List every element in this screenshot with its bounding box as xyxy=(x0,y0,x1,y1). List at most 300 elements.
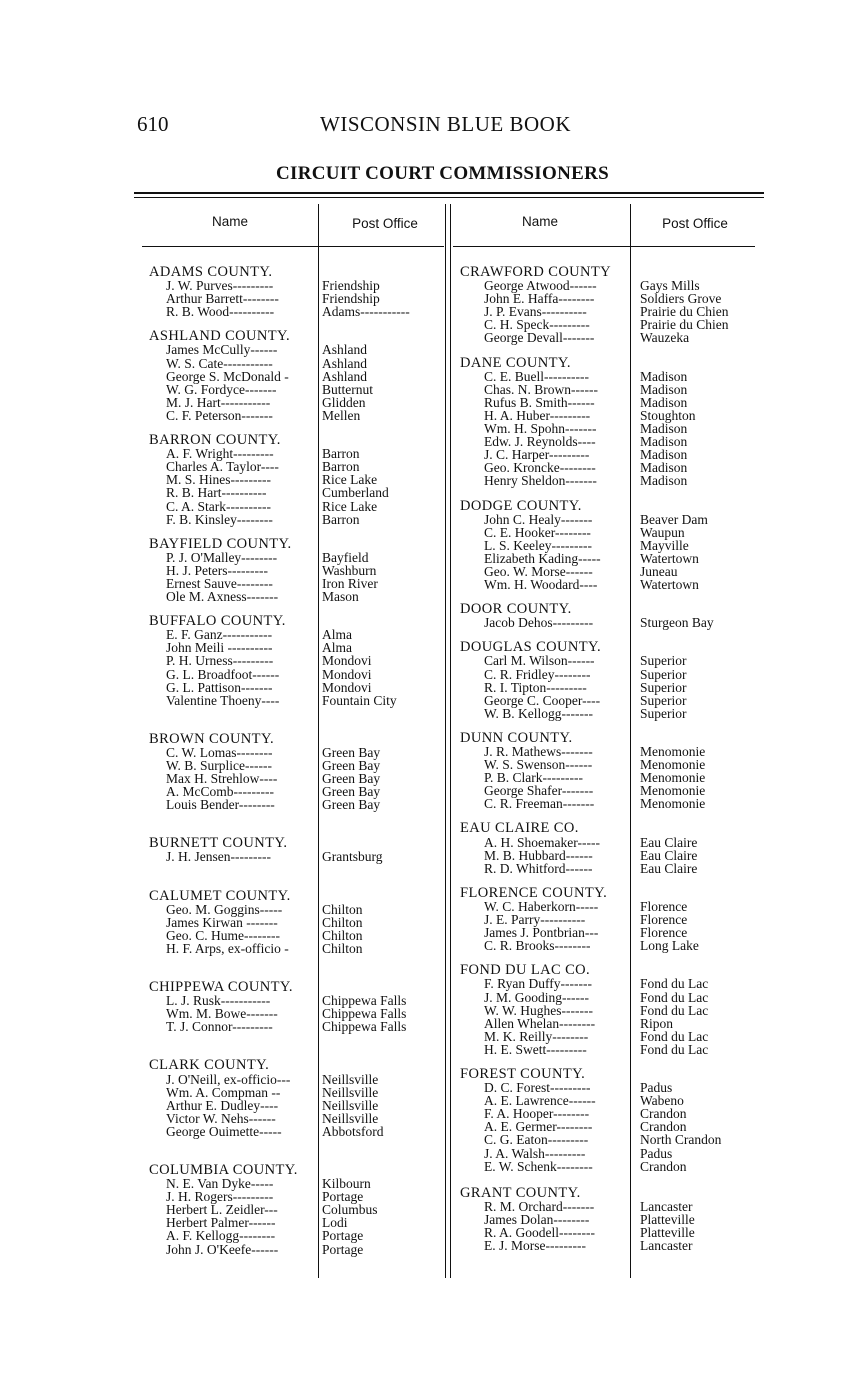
commissioner-name: C. H. Speck--------- xyxy=(484,317,590,333)
commissioner-name: E. F. Ganz----------- xyxy=(166,627,273,643)
post-office: Beaver Dam xyxy=(640,511,708,527)
commissioner-name: L. S. Keeley--------- xyxy=(484,537,592,553)
post-office: Portage xyxy=(322,1189,364,1205)
commissioner-name: J. E. Parry---------- xyxy=(484,912,586,928)
commissioner-name: Allen Whelan-------- xyxy=(484,1015,596,1031)
post-office: Menomonie xyxy=(640,770,706,786)
commissioner-name: F. Ryan Duffy------- xyxy=(484,976,592,992)
post-office: Portage xyxy=(322,1241,364,1257)
post-office: Mondovi xyxy=(322,653,372,669)
post-office: Menomonie xyxy=(640,796,706,812)
post-office: Fond du Lac xyxy=(640,989,709,1005)
post-office: Platteville xyxy=(640,1225,695,1240)
commissioner-row xyxy=(142,798,444,811)
post-office: Rice Lake xyxy=(322,498,378,514)
commissioner-name: E. J. Morse--------- xyxy=(484,1238,586,1254)
post-office: Waupun xyxy=(640,524,685,540)
post-office: Madison xyxy=(640,447,688,463)
commissioner-row xyxy=(142,681,444,694)
post-office: Wabeno xyxy=(640,1093,684,1109)
commissioner-name: C. F. Peterson------- xyxy=(166,407,273,423)
commissioner-row xyxy=(142,357,444,370)
post-office: Adams----------- xyxy=(322,304,410,320)
commissioner-name: Henry Sheldon------- xyxy=(484,473,597,489)
commissioner-name: T. J. Connor--------- xyxy=(166,1019,273,1035)
post-office: Madison xyxy=(640,381,688,397)
commissioner-row xyxy=(142,396,444,409)
post-office: Portage xyxy=(322,1228,364,1244)
commissioner-name: George Devall------- xyxy=(484,330,595,346)
commissioner-name: G. L. Pattison------- xyxy=(166,679,273,695)
commissioner-name: W. B. Surplice------ xyxy=(166,758,272,773)
commissioner-name: Ernest Sauve-------- xyxy=(166,575,273,591)
commissioner-name: Chas. N. Brown------ xyxy=(484,381,598,397)
commissioner-row xyxy=(460,513,758,526)
county-heading: BURNETT COUNTY. xyxy=(149,835,288,852)
commissioner-row xyxy=(142,590,444,603)
post-office: Padus xyxy=(640,1080,673,1096)
commissioner-name: James McCully------ xyxy=(166,342,278,358)
commissioner-row xyxy=(460,862,758,875)
commissioner-row xyxy=(142,1020,444,1033)
post-office: Superior xyxy=(640,653,687,669)
commissioner-name: R. B. Hart---------- xyxy=(166,485,267,501)
commissioner-name: Geo. M. Goggins----- xyxy=(166,901,283,917)
commissioner-row xyxy=(142,513,444,526)
commissioner-name: Louis Bender-------- xyxy=(166,797,275,813)
post-office: Chilton xyxy=(322,914,363,930)
commissioner-name: Geo. C. Hume-------- xyxy=(166,927,280,943)
county-heading: CRAWFORD COUNTY xyxy=(460,264,612,280)
commissioner-row xyxy=(460,539,758,552)
post-office: Florence xyxy=(640,925,688,941)
commissioner-name: P. J. O'Malley-------- xyxy=(166,549,278,565)
commissioner-name: C. G. Eaton--------- xyxy=(484,1132,589,1148)
commissioner-name: M. J. Hart----------- xyxy=(166,394,271,410)
commissioner-name: Wm. M. Bowe------- xyxy=(166,1006,278,1022)
commissioner-row xyxy=(460,383,758,396)
commissioner-name: C. R. Brooks-------- xyxy=(484,938,591,954)
commissioner-name: A. F. Wright--------- xyxy=(166,446,274,462)
commissioner-name: C. E. Buell---------- xyxy=(484,368,589,384)
commissioner-row xyxy=(460,1017,758,1030)
post-office: Ashland xyxy=(322,355,367,371)
commissioner-name: W. S. Swenson------ xyxy=(484,757,593,773)
commissioner-name: N. E. Van Dyke----- xyxy=(166,1176,274,1192)
commissioner-row xyxy=(142,1229,444,1242)
header-post-office-left: Post Office xyxy=(352,216,418,231)
post-office: Lancaster xyxy=(640,1238,693,1254)
post-office: Barron xyxy=(322,446,360,462)
commissioner-row xyxy=(142,1073,444,1086)
commissioner-name: Herbert Palmer------ xyxy=(166,1215,276,1231)
county-heading: DUNN COUNTY. xyxy=(460,729,573,746)
commissioner-name: Carl M. Wilson------ xyxy=(484,653,595,669)
commissioner-name: J. R. Mathews------- xyxy=(484,744,593,759)
commissioner-name: A. F. Kellogg-------- xyxy=(166,1228,276,1244)
commissioner-row xyxy=(460,707,758,720)
post-office: Juneau xyxy=(640,563,678,579)
county-heading: ADAMS COUNTY. xyxy=(149,264,273,280)
post-office: Bayfield xyxy=(322,549,369,565)
commissioner-name: George Ouimette----- xyxy=(166,1123,282,1139)
post-office: Rice Lake xyxy=(322,472,378,488)
post-office: Madison xyxy=(640,368,688,384)
post-office: Padus xyxy=(640,1145,673,1161)
commissioner-name: Elizabeth Kading----- xyxy=(484,550,601,566)
commissioner-row xyxy=(460,681,758,694)
post-office: Green Bay xyxy=(322,744,381,760)
column-divider-center-b xyxy=(450,204,451,1278)
commissioner-name: George Atwood------ xyxy=(484,278,597,294)
post-office: Ripon xyxy=(640,1015,674,1031)
county-heading: DOUGLAS COUNTY. xyxy=(460,639,602,656)
post-office: Alma xyxy=(322,640,352,656)
commissioner-name: C. W. Lomas-------- xyxy=(166,744,273,760)
post-office: Chilton xyxy=(322,901,363,917)
post-office: Columbus xyxy=(322,1202,378,1218)
commissioner-name: George Shafer------- xyxy=(484,783,594,799)
commissioner-name: Arthur Barrett-------- xyxy=(166,291,279,307)
commissioner-name: L. J. Rusk----------- xyxy=(166,993,271,1009)
post-office: Lancaster xyxy=(640,1198,693,1214)
commissioner-row xyxy=(460,797,758,810)
post-office: Menomonie xyxy=(640,744,706,759)
county-heading: BROWN COUNTY. xyxy=(149,730,274,747)
commissioner-row xyxy=(142,500,444,513)
commissioner-name: Herbert L. Zeidler--- xyxy=(166,1202,278,1218)
county-heading: DOOR COUNTY. xyxy=(460,601,572,618)
commissioner-row xyxy=(460,836,758,849)
post-office: Sturgeon Bay xyxy=(640,615,714,631)
commissioner-row xyxy=(460,1200,758,1213)
post-office: Menomonie xyxy=(640,783,706,799)
county-heading: EAU CLAIRE CO. xyxy=(460,820,579,837)
post-office: Green Bay xyxy=(322,784,381,800)
commissioner-name: J. C. Harper--------- xyxy=(484,447,590,463)
commissioner-row xyxy=(142,305,444,318)
county-heading: FOREST COUNTY. xyxy=(460,1065,586,1082)
commissioner-name: John E. Haffa-------- xyxy=(484,291,595,307)
commissioner-name: R. M. Orchard------- xyxy=(484,1198,595,1214)
commissioner-row xyxy=(142,370,444,383)
post-office: Alma xyxy=(322,627,352,643)
commissioner-name: P. B. Clark--------- xyxy=(484,770,583,786)
commissioner-row xyxy=(460,654,758,667)
commissioner-name: John Meili ---------- xyxy=(166,640,273,656)
post-office: Green Bay xyxy=(322,758,381,773)
commissioner-name: Rufus B. Smith------ xyxy=(484,394,595,410)
commissioner-row xyxy=(142,916,444,929)
commissioner-name: M. K. Reilly-------- xyxy=(484,1028,589,1044)
commissioner-name: Wm. H. Spohn------- xyxy=(484,421,597,437)
county-heading: BUFFALO COUNTY. xyxy=(149,613,286,630)
commissioner-row xyxy=(142,654,444,667)
commissioner-name: H. F. Arps, ex-officio - xyxy=(166,940,289,956)
post-office: Butternut xyxy=(322,381,373,397)
post-office: Chippewa Falls xyxy=(322,993,407,1009)
commissioner-name: D. C. Forest--------- xyxy=(484,1080,591,1096)
post-office: Florence xyxy=(640,898,688,914)
post-office: Fond du Lac xyxy=(640,1002,709,1018)
commissioner-name: Edw. J. Reynolds---- xyxy=(484,434,596,450)
county-heading: FOND DU LAC CO. xyxy=(460,962,591,979)
post-office: Chippewa Falls xyxy=(322,1006,407,1022)
commissioner-name: J. A. Walsh--------- xyxy=(484,1145,586,1161)
post-office: Platteville xyxy=(640,1211,695,1227)
post-office: Superior xyxy=(640,666,687,682)
post-office: Neillsville xyxy=(322,1084,379,1100)
post-office: Crandon xyxy=(640,1106,687,1122)
post-office: Ashland xyxy=(322,368,367,384)
commissioner-name: Max H. Strehlow---- xyxy=(166,771,278,787)
post-office: Prairie du Chien xyxy=(640,317,729,333)
commissioner-row xyxy=(460,552,758,565)
commissioner-name: A. E. Lawrence------ xyxy=(484,1093,596,1109)
post-office: Gays Mills xyxy=(640,278,700,294)
top-double-rule-1 xyxy=(134,192,764,194)
post-office: Mason xyxy=(322,589,359,605)
commissioner-row xyxy=(460,977,758,990)
left-column xyxy=(142,266,444,1256)
commissioner-row xyxy=(142,942,444,955)
commissioner-name: A. H. Shoemaker----- xyxy=(484,834,600,850)
commissioner-row xyxy=(460,1147,758,1160)
post-office: Neillsville xyxy=(322,1071,379,1087)
commissioner-name: R. B. Wood---------- xyxy=(166,304,275,320)
post-office: Iron River xyxy=(322,575,378,591)
county-heading: CLARK COUNTY. xyxy=(149,1057,270,1074)
commissioner-name: W. B. Kellogg------- xyxy=(484,705,593,721)
commissioner-row xyxy=(142,551,444,564)
post-office: Friendship xyxy=(322,291,380,307)
commissioner-row xyxy=(142,1112,444,1125)
post-office: Madison xyxy=(640,434,688,450)
header-post-office-right: Post Office xyxy=(662,216,728,231)
post-office: Watertown xyxy=(640,550,699,566)
post-office: Chilton xyxy=(322,927,363,943)
commissioner-row xyxy=(460,991,758,1004)
commissioner-name: Arthur E. Dudley---- xyxy=(166,1097,279,1113)
post-office: Neillsville xyxy=(322,1110,379,1126)
post-office: Eau Claire xyxy=(640,860,698,876)
commissioner-row xyxy=(142,850,444,863)
commissioner-name: Jacob Dehos--------- xyxy=(484,615,594,631)
commissioner-row xyxy=(460,668,758,681)
commissioner-name: G. L. Broadfoot------ xyxy=(166,666,280,682)
county-heading: DODGE COUNTY. xyxy=(460,497,582,514)
commissioner-name: H. J. Peters--------- xyxy=(166,562,268,578)
commissioner-name: Wm. A. Compman -- xyxy=(166,1084,281,1100)
commissioner-name: J. W. Purves--------- xyxy=(166,278,274,294)
county-heading: ASHLAND COUNTY. xyxy=(149,328,291,345)
post-office: Chilton xyxy=(322,940,363,956)
commissioner-name: A. McComb--------- xyxy=(166,784,274,800)
commissioner-name: M. S. Hines--------- xyxy=(166,472,271,488)
post-office: Barron xyxy=(322,511,360,527)
commissioner-name: C. A. Stark---------- xyxy=(166,498,271,514)
commissioner-name: A. E. Germer-------- xyxy=(484,1119,593,1135)
post-office: Superior xyxy=(640,679,687,695)
commissioner-name: J. O'Neill, ex-officio--- xyxy=(166,1071,291,1087)
commissioner-name: Charles A. Taylor---- xyxy=(166,459,279,475)
county-heading: BAYFIELD COUNTY. xyxy=(149,535,292,552)
post-office: Soldiers Grove xyxy=(640,291,722,307)
post-office: Florence xyxy=(640,912,688,928)
section-title: CIRCUIT COURT COMMISSIONERS xyxy=(276,163,609,184)
commissioner-row xyxy=(142,383,444,396)
commissioner-row xyxy=(460,616,758,629)
commissioner-row xyxy=(460,1133,758,1146)
county-heading: CHIPPEWA COUNTY. xyxy=(149,979,293,996)
commissioner-name: H. E. Swett--------- xyxy=(484,1041,587,1057)
post-office: Menomonie xyxy=(640,757,706,773)
commissioner-row xyxy=(460,694,758,707)
header-name-right: Name xyxy=(521,214,558,229)
post-office: Green Bay xyxy=(322,797,381,813)
commissioner-row xyxy=(460,939,758,952)
commissioner-row xyxy=(460,849,758,862)
post-office: Crandon xyxy=(640,1119,687,1135)
commissioner-name: W. S. Cate----------- xyxy=(166,355,273,371)
commissioner-name: James J. Pontbrian--- xyxy=(484,925,599,941)
commissioner-name: C. R. Freeman------- xyxy=(484,796,595,812)
commissioner-row xyxy=(460,578,758,591)
commissioner-name: J. M. Gooding------ xyxy=(484,989,589,1005)
commissioner-name: R. I. Tipton--------- xyxy=(484,679,587,695)
commissioner-row xyxy=(460,1239,758,1252)
post-office: Mondovi xyxy=(322,679,372,695)
post-office: Mondovi xyxy=(322,666,372,682)
commissioner-name: P. H. Urness--------- xyxy=(166,653,274,669)
commissioner-name: W. W. Hughes------- xyxy=(484,1002,593,1018)
post-office: Watertown xyxy=(640,577,699,593)
commissioner-row xyxy=(142,1125,444,1138)
post-office: Eau Claire xyxy=(640,847,698,863)
post-office: Cumberland xyxy=(322,485,389,501)
county-heading: DANE COUNTY. xyxy=(460,354,571,371)
post-office: Fountain City xyxy=(322,692,397,708)
post-office: Madison xyxy=(640,460,688,476)
post-office: Fond du Lac xyxy=(640,1028,709,1044)
commissioner-row xyxy=(142,929,444,942)
post-office: Crandon xyxy=(640,1158,687,1174)
post-office: Prairie du Chien xyxy=(640,304,729,320)
post-office: Madison xyxy=(640,421,688,437)
commissioner-name: George C. Cooper---- xyxy=(484,692,601,708)
commissioner-name: E. W. Schenk-------- xyxy=(484,1158,593,1174)
commissioner-name: Geo. Kroncke-------- xyxy=(484,460,596,476)
post-office: Grantsburg xyxy=(322,849,383,865)
post-office: Lodi xyxy=(322,1215,348,1231)
commissioner-row xyxy=(460,331,758,344)
commissioner-row xyxy=(142,903,444,916)
county-heading: BARRON COUNTY. xyxy=(149,432,281,449)
top-double-rule-2 xyxy=(134,197,764,198)
post-office: Fond du Lac xyxy=(640,1041,709,1057)
header-underline-left xyxy=(142,246,444,247)
commissioner-name: Victor W. Nehs------ xyxy=(166,1110,276,1126)
commissioner-row xyxy=(142,1086,444,1099)
commissioner-row xyxy=(142,668,444,681)
commissioner-row xyxy=(460,1160,758,1173)
commissioner-row xyxy=(142,409,444,422)
post-office: Abbotsford xyxy=(322,1123,384,1139)
commissioner-name: W. G. Fordyce------- xyxy=(166,381,277,397)
post-office: Neillsville xyxy=(322,1097,379,1113)
county-heading: GRANT COUNTY. xyxy=(460,1184,581,1201)
commissioner-name: H. A. Huber--------- xyxy=(484,407,591,423)
commissioner-row xyxy=(142,694,444,707)
header-name-left: Name xyxy=(211,214,248,229)
post-office: Wauzeka xyxy=(640,330,690,346)
commissioner-row xyxy=(460,396,758,409)
commissioner-name: Wm. H. Woodard---- xyxy=(484,577,598,593)
post-office: Chippewa Falls xyxy=(322,1019,407,1035)
commissioner-name: James Kirwan ------- xyxy=(166,914,278,930)
commissioner-name: J. H. Rogers--------- xyxy=(166,1189,274,1205)
post-office: Friendship xyxy=(322,278,380,294)
county-heading: FLORENCE COUNTY. xyxy=(460,884,608,901)
commissioner-name: C. E. Hooker-------- xyxy=(484,524,591,540)
commissioner-name: W. C. Haberkorn----- xyxy=(484,898,599,914)
post-office: Fond du Lac xyxy=(640,976,709,992)
commissioner-row xyxy=(460,474,758,487)
post-office: Superior xyxy=(640,705,687,721)
book-title: WISCONSIN BLUE BOOK xyxy=(320,112,571,136)
post-office: Kilbourn xyxy=(322,1176,371,1192)
commissioner-name: M. B. Hubbard------ xyxy=(484,847,593,863)
post-office: Ashland xyxy=(322,342,367,358)
page-number: 610 xyxy=(137,112,169,136)
county-heading: COLUMBIA COUNTY. xyxy=(149,1161,298,1178)
commissioner-row xyxy=(460,1043,758,1056)
commissioner-row xyxy=(460,1030,758,1043)
commissioner-name: R. D. Whitford------ xyxy=(484,860,593,876)
commissioner-row xyxy=(460,526,758,539)
post-office: Mayville xyxy=(640,537,689,553)
post-office: Madison xyxy=(640,394,688,410)
commissioner-name: John C. Healy------- xyxy=(484,511,593,527)
post-office: Green Bay xyxy=(322,771,381,787)
commissioner-name: James Dolan-------- xyxy=(484,1211,590,1227)
post-office: Mellen xyxy=(322,407,361,423)
post-office: Washburn xyxy=(322,562,377,578)
commissioner-name: F. B. Kinsley-------- xyxy=(166,511,273,527)
right-column xyxy=(460,266,758,1252)
county-heading: CALUMET COUNTY. xyxy=(149,887,291,904)
header-underline-right xyxy=(453,246,755,247)
commissioner-name: J. P. Evans---------- xyxy=(484,304,587,320)
commissioner-row xyxy=(142,486,444,499)
post-office: Eau Claire xyxy=(640,834,698,850)
commissioner-name: F. A. Hooper-------- xyxy=(484,1106,590,1122)
post-office: Superior xyxy=(640,692,687,708)
commissioner-name: Valentine Thoeny---- xyxy=(166,692,280,708)
commissioner-row xyxy=(460,370,758,383)
commissioner-row xyxy=(142,564,444,577)
commissioner-name: George S. McDonald - xyxy=(166,368,289,384)
commissioner-name: J. H. Jensen--------- xyxy=(166,849,271,865)
commissioner-name: Ole M. Axness------- xyxy=(166,589,279,605)
column-divider-center-a xyxy=(445,204,446,1278)
post-office: Long Lake xyxy=(640,938,699,954)
post-office: Madison xyxy=(640,473,688,489)
commissioner-name: C. R. Fridley-------- xyxy=(484,666,591,682)
commissioner-row xyxy=(460,1004,758,1017)
post-office: Stoughton xyxy=(640,407,696,423)
commissioner-row xyxy=(142,1243,444,1256)
